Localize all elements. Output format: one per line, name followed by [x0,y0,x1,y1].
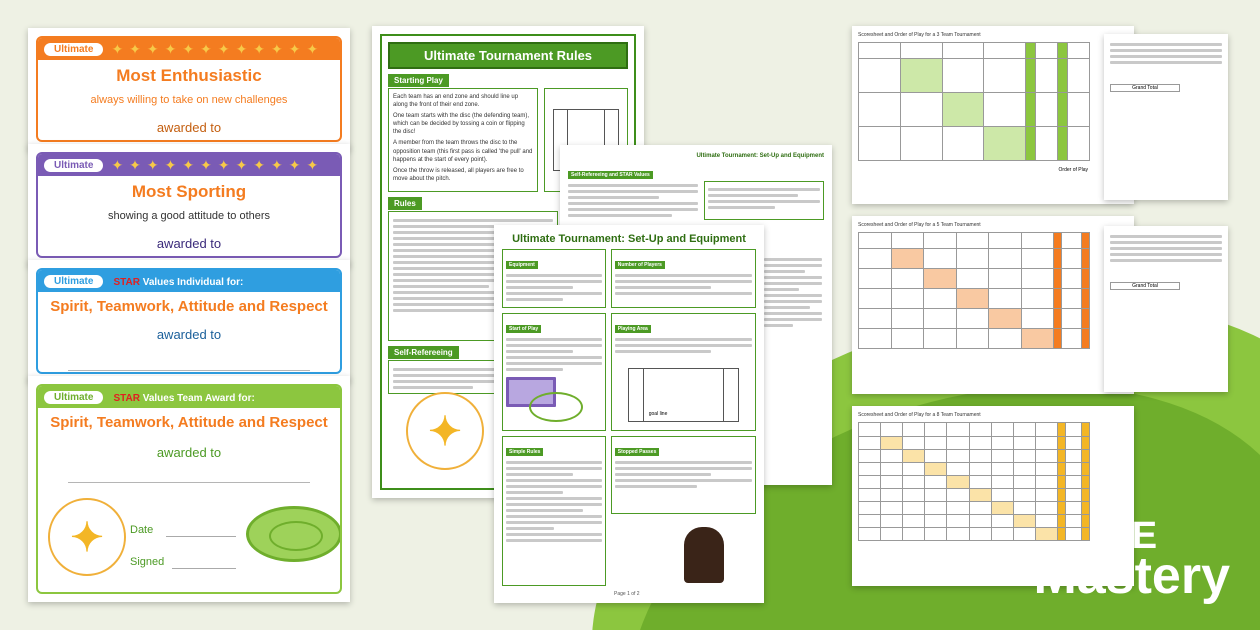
certificate-frame [36,36,342,142]
certificate-most-enthusiastic [28,28,350,150]
section-label: Stopped Passes [615,448,660,456]
star-row-icon: ✦✦✦✦✦✦✦✦✦✦✦✦ [111,156,325,173]
equipment-box [502,249,606,308]
awarded-to: awarded to [156,120,222,135]
score-grid [858,232,1090,349]
section-label: Simple Rules [506,448,543,456]
grand-total: Grand Total [1110,84,1180,92]
certificate-title: Spirit, Teamwork, Attitude and Respect [50,414,328,431]
certificate-star-team [28,376,350,602]
setup-title: Ultimate Tournament: Set-Up and Equipment [696,153,824,159]
simple-rules-box [502,436,606,586]
frisbee-icon [506,377,556,407]
date-label: Date [130,524,154,536]
star-values-line [103,393,254,404]
starting-play-text [388,88,538,192]
setup-sheet-page-1 [494,225,764,603]
rules-title: Ultimate Tournament Rules [388,42,628,69]
self-ref-text [568,181,698,220]
certificate-most-sporting [28,144,350,266]
certificate-badge: Ultimate [44,43,103,56]
section-label: Self-Refereeing and STAR Values [568,171,653,179]
name-line [68,370,310,371]
goal-line-right [723,369,724,421]
playing-area-text [615,338,752,353]
section-label: Number of Players [615,261,665,269]
child-illustration-icon [684,527,724,583]
awarded-to: awarded to [156,445,222,460]
star-values-line [103,277,243,288]
certificate-title: Spirit, Teamwork, Attitude and Respect [50,298,328,315]
score-grid [858,42,1090,161]
logo-mastery: Mastery [1033,547,1230,606]
page-number: Page 1 of 2 [614,591,640,597]
star-prefix: STAR [113,392,140,404]
star-rest: Values Individual for: [142,276,244,288]
logo-pe: PE [1106,515,1158,558]
certificate-header [38,154,340,176]
score-card-3-team [1104,34,1228,200]
stopped-passes-box [611,436,756,514]
pe-mastery-logo [1033,515,1230,606]
grand-total: Grand Total [1110,282,1180,290]
certificate-frame [36,384,342,594]
playing-area-box [611,313,756,431]
star-values-badge-icon [48,498,126,576]
start-of-play-box [502,313,606,431]
pitch-outline [628,368,739,422]
certificate-title: Most Enthusiastic [116,66,262,85]
date-line [166,536,236,537]
section-rules: Rules [388,197,422,210]
certificate-subtitle: always willing to take on new challenges [90,94,288,106]
signed-label: Signed [130,556,165,568]
score-card-5-team [1104,226,1228,392]
certificate-badge: Ultimate [44,275,103,288]
certificate-badge: Ultimate [44,159,103,172]
section-self-refereeing: Self-Refereeing [388,346,459,359]
tournament-sheet-3-team [852,26,1134,204]
rule-paragraph: A member from the team throws the disc to the opposition team (this first pass is called 'the pull' and happens at the start of every point). [393,140,533,163]
section-label: Playing Area [615,325,651,333]
certificate-header [38,38,340,60]
tournament-sheet-5-team [852,216,1134,394]
self-ref-note [704,181,824,220]
star-rest: Values Team Award for: [142,392,255,404]
awarded-to: awarded to [156,327,222,342]
section-starting-play: Starting Play [388,74,449,87]
order-of-play: Order of Play [1058,167,1088,173]
rule-paragraph: Each team has an end zone and should line up along the front of their end zone. [393,94,519,109]
section-label: Start of Play [506,325,541,333]
score-card-lines [1110,43,1222,64]
star-prefix: STAR [113,276,140,288]
certificate-star-individual [28,260,350,382]
score-card-lines [1110,235,1222,262]
star-icon: ✦ [70,516,104,560]
goal-line-label: goal line [648,411,668,417]
certificate-title: Most Sporting [131,182,247,201]
star-row-icon: ✦✦✦✦✦✦✦✦✦✦✦✦ [111,40,325,57]
awarded-to: awarded to [156,236,222,251]
tournament-title: Scoresheet and Order of Play for a 8 Team Tournament [858,412,981,418]
certificate-header [38,386,340,408]
certificate-frame [36,152,342,258]
tournament-title: Scoresheet and Order of Play for a 5 Team Tournament [858,222,981,228]
certificate-header [38,270,340,292]
section-label: Equipment [506,261,538,269]
certificate-badge: Ultimate [44,391,103,404]
certificate-subtitle: showing a good attitude to others [107,210,271,222]
tournament-title: Scoresheet and Order of Play for a 3 Team Tournament [858,32,981,38]
certificate-frame [36,268,342,374]
goal-line-left [643,369,644,421]
star-values-badge-icon [406,392,484,470]
side-text [764,255,822,330]
rule-paragraph: Once the throw is released, all players are free to move about the pitch. [393,167,524,182]
setup-title: Ultimate Tournament: Set-Up and Equipment [512,233,746,245]
signed-line [172,568,236,569]
star-icon: ✦ [428,410,462,454]
number-of-players-box [611,249,756,308]
name-line [68,482,310,483]
frisbee-icon [246,506,342,562]
rule-paragraph: One team starts with the disc (the defending team), which can be decided by tossing a coin or flipping the disc! [393,113,530,136]
